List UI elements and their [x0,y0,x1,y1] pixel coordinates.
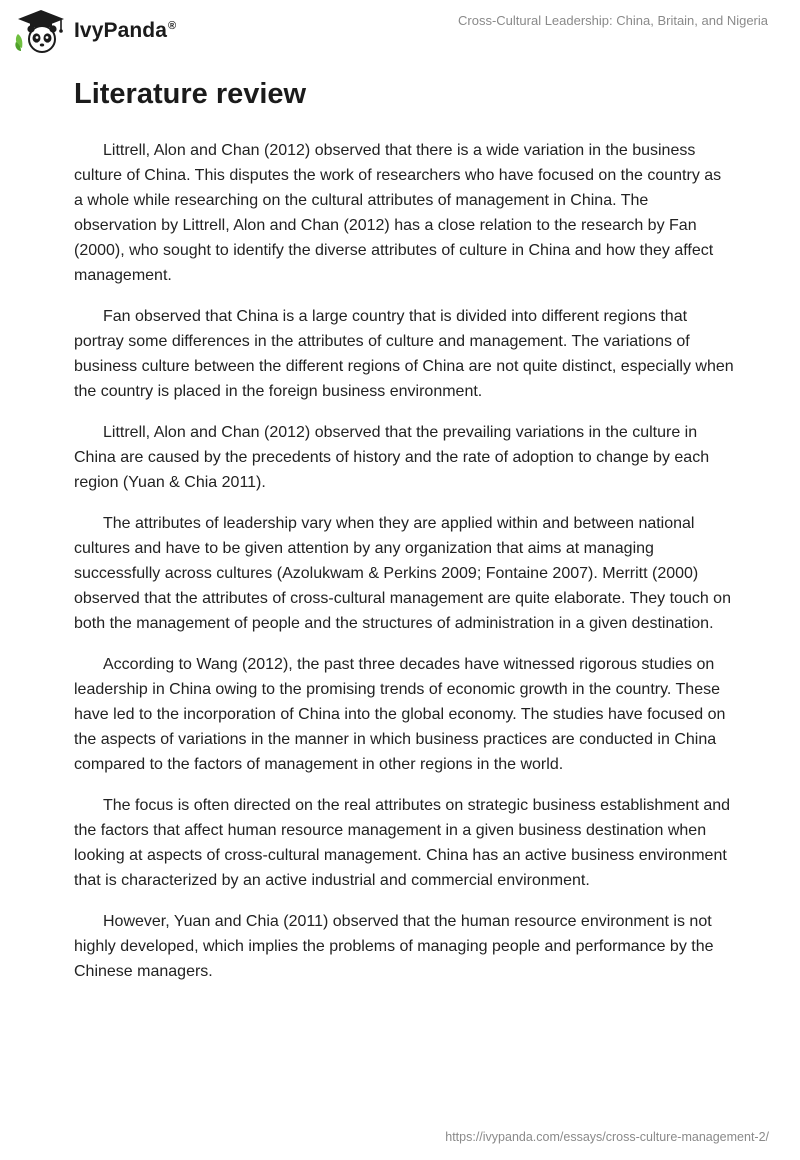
panda-graduation-cap-icon [14,8,68,54]
body-paragraph: However, Yuan and Chia (2011) observed that the human resource environment is not highly developed, which implies the problems of managing people and performance by the Chinese managers. [74,913,714,980]
body-paragraph: Littrell, Alon and Chan (2012) observed that there is a wide variation in the business culture of China. This disputes the work of researchers who have focused on the country as a whole while researching on the cultural attributes of management in China. The observation by Littrell, Alon and Chan (2012) has a close relation to the research by Fan (2000), who sought to identify the diverse attributes of culture in China and how they affect management. [74,142,722,284]
page-header [0,0,800,60]
main-content [74,70,734,1000]
source-url[interactable]: https://ivypanda.com/essays/cross-culture-management-2/ [445,1130,769,1144]
ivypanda-logo[interactable] [14,8,176,54]
logo-wordmark [74,19,176,43]
document-title: Cross-Cultural Leadership: China, Britain, and Nigeria [458,13,768,28]
section-heading: Literature review [74,78,307,110]
body-paragraph: According to Wang (2012), the past three decades have witnessed rigorous studies on leadership in China owing to the promising trends of economic growth in the country. These have led to the incorporation of China into the global economy. The studies have focused on the aspects of variations in the manner in which business practices are conducted in China compared to the factors of management in other regions in the world. [74,656,726,773]
body-paragraph: Littrell, Alon and Chan (2012) observed that the prevailing variations in the culture in China are caused by the precedents of history and the rate of adoption to change by each region (Yuan & Chia 2011). [74,424,710,491]
body-paragraph: The attributes of leadership vary when they are applied within and between national cultures and have to be given attention by any organization that aims at managing successfully across cultures (Azolukwam & Perkins 2009; Fontaine 2007). Merritt (2000) observed that the attributes of cross-cultural management are quite elaborate. They touch on both the management of people and the structures of administration in a given destination. [74,515,731,632]
body-paragraph: The focus is often directed on the real attributes on strategic business establishment and the factors that affect human resource management in a given business destination when looking at aspects of cross-cultural management. China has an active business environment that is characterized by an active industrial and commercial environment. [74,797,731,889]
registered-mark: ® [168,20,177,32]
body-paragraph: Fan observed that China is a large country that is divided into different regions that portray some differences in the attributes of culture and management. The variations of business culture between the different regions of China are not quite distinct, especially when the country is placed in the foreign business environment. [74,308,734,400]
logo-text: IvyPanda [74,19,168,42]
